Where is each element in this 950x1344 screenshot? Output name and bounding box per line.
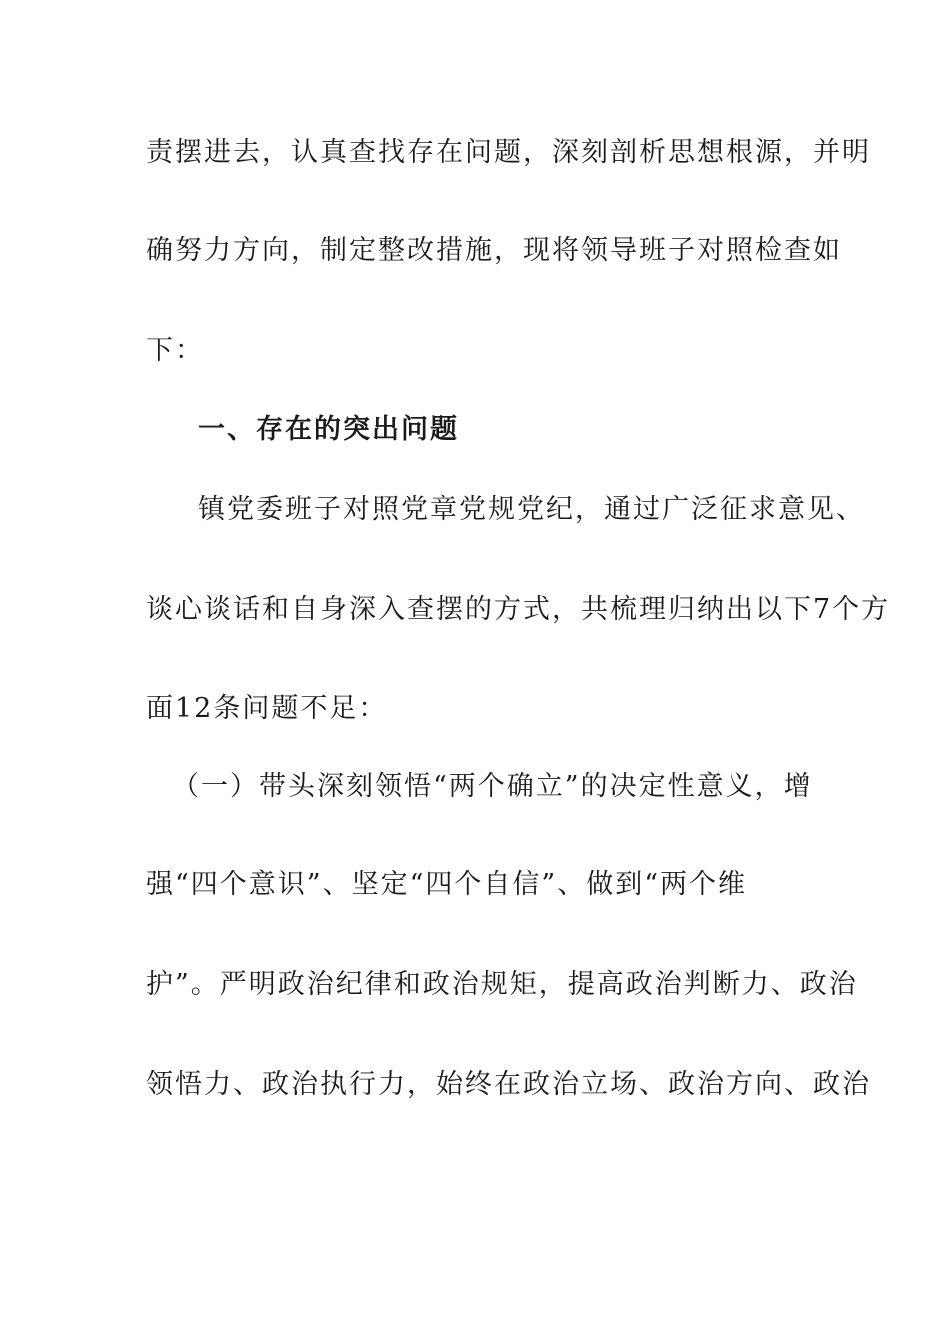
body-text-line: 镇党委班子对照党章党规党纪，通过广泛征求意见、 <box>198 494 865 525</box>
subsection-text-line: （一）带头深刻领悟“两个确立”的决定性意义，增 <box>172 771 813 802</box>
body-text-line: 面12条问题不足： <box>146 693 388 724</box>
body-text-line: 责摆进去，认真查找存在问题，深刻剖析思想根源，并明 <box>146 137 871 168</box>
body-text-line: 强“四个意识”、坚定“四个自信”、做到“两个维 <box>146 869 748 900</box>
body-text-line: 领悟力、政治执行力，始终在政治立场、政治方向、政治 <box>146 1069 871 1100</box>
body-text-line: 护”。严明政治纪律和政治规矩，提高政治判断力、政治 <box>146 969 858 1000</box>
body-text-line: 确努力方向，制定整改措施，现将领导班子对照检查如 <box>146 235 842 266</box>
section-heading: 一、存在的突出问题 <box>198 414 459 445</box>
body-text-line: 谈心谈话和自身深入查摆的方式，共梳理归纳出以下7个方 <box>146 594 891 625</box>
body-text-line: 下： <box>146 335 204 366</box>
